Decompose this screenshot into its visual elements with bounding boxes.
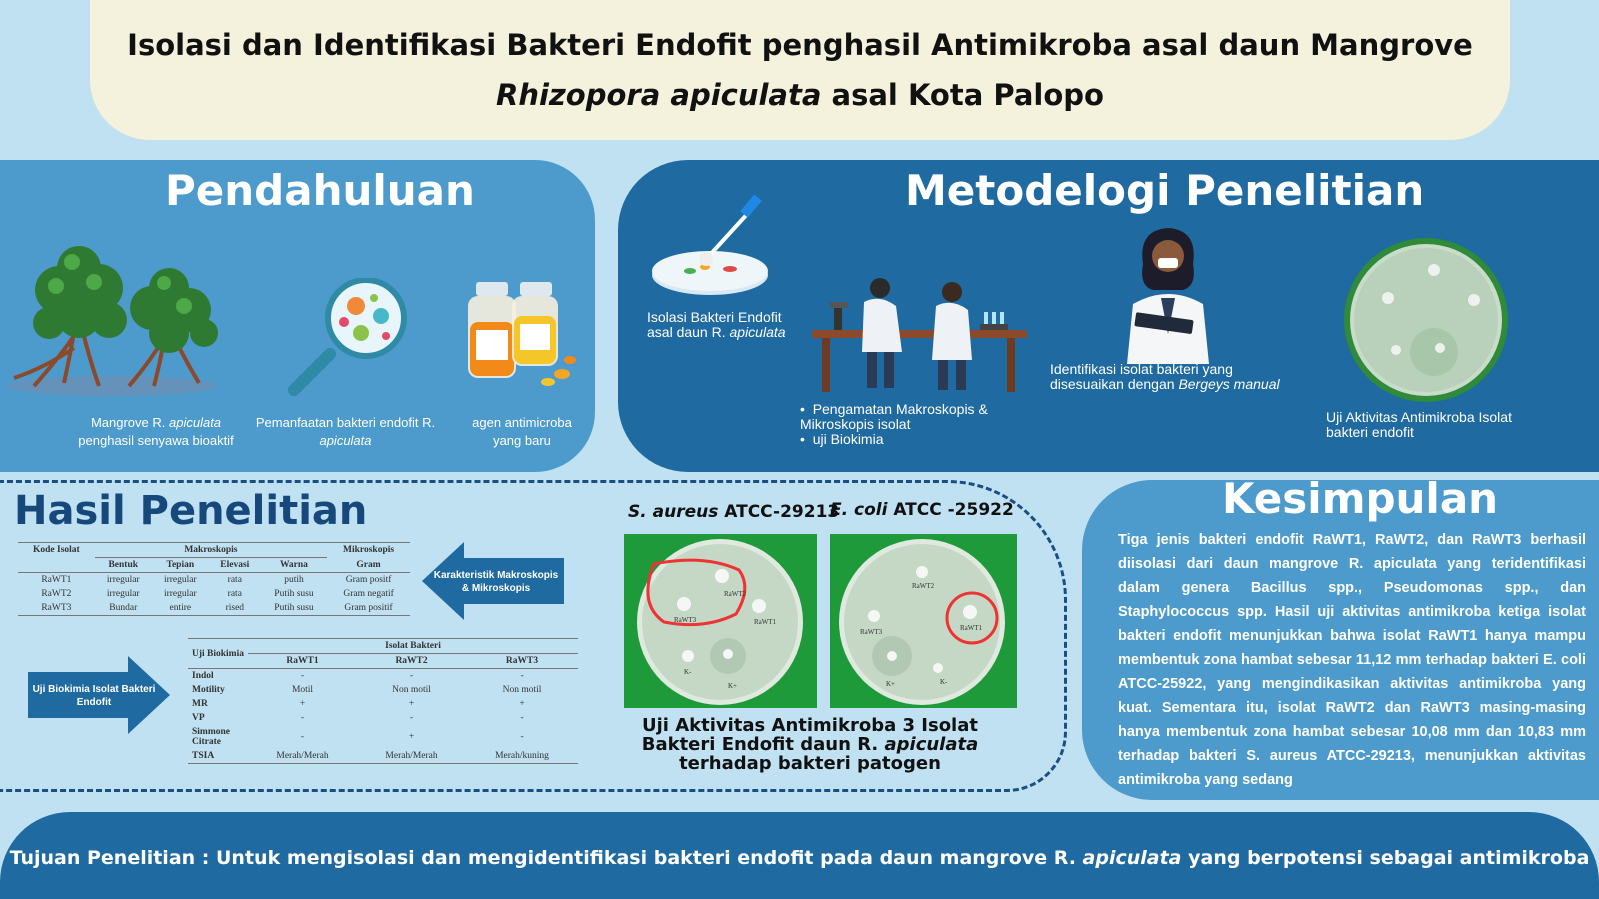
table-cell: - xyxy=(300,713,305,723)
pendahuluan-caption-3: agen antimicroba yang baru xyxy=(472,415,572,448)
table-cell: + xyxy=(408,699,415,709)
bio-sub-header: RaWT3 xyxy=(505,656,539,666)
table-row xyxy=(18,587,410,601)
pendahuluan-caption-2: Pemanfaatan bakteri endofit R. apiculata xyxy=(255,415,436,448)
plate-caption: Uji Aktivitas Antimikroba 3 Isolat Bakteri Endofit daun R. apiculata terhadap bakteri patogen xyxy=(641,715,979,774)
table-cell: VP xyxy=(192,713,205,723)
bio-header-isolat: Isolat Bakteri xyxy=(248,639,578,654)
plate-mark: RaWT3 xyxy=(860,628,883,636)
plate-mark: K- xyxy=(684,668,692,676)
makroskopis-table xyxy=(18,542,410,616)
metodologi-step1-caption: Isolasi Bakteri Endofit asal daun R. apiculata xyxy=(647,309,786,340)
table-row xyxy=(188,683,578,697)
table-cell: Indol xyxy=(192,671,214,681)
table-row xyxy=(188,725,578,749)
table-cell: Merah/kuning xyxy=(495,751,549,761)
table-row xyxy=(188,711,578,725)
table-cell: Bundar xyxy=(109,603,138,613)
table-cell: + xyxy=(519,699,525,709)
magnifier-bacteria-icon xyxy=(286,278,416,403)
plate-e-coli xyxy=(830,534,1017,708)
metodologi-step4-caption: Uji Aktivitas Antimikroba Isolat bakteri endofit xyxy=(1326,409,1512,440)
table-cell: Simmone Citrate xyxy=(192,727,230,747)
poster-title-line1: Isolasi dan Identifikasi Bakteri Endofit penghasil Antimikroba asal daun Mangrove xyxy=(127,28,1473,62)
table-cell: irregular xyxy=(106,589,140,599)
pendahuluan-title: Pendahuluan xyxy=(165,166,475,215)
table-cell: entire xyxy=(169,603,192,613)
plate-mark: K+ xyxy=(728,682,738,690)
plate-mark: RaWT3 xyxy=(674,616,697,624)
makro-header-mikro: Mikroskopis xyxy=(343,545,395,556)
table-cell: - xyxy=(409,713,414,723)
table-cell: Merah/Merah xyxy=(385,751,438,761)
makro-sub-header: Bentuk xyxy=(108,560,139,570)
table-cell: RaWT1 xyxy=(41,575,72,585)
table-cell: - xyxy=(409,671,414,681)
petri-dish-pipette-icon xyxy=(650,195,780,305)
table-cell: + xyxy=(299,699,306,709)
table-cell: rata xyxy=(227,575,242,585)
metodologi-step2-list xyxy=(800,402,1040,447)
metodologi-step2-bullet: • Pengamatan Makroskopis & Mikroskopis isolat xyxy=(800,401,988,432)
table-cell: Non motil xyxy=(502,685,542,695)
lab-scientists-icon xyxy=(812,272,1027,394)
table-cell: RaWT3 xyxy=(41,603,72,613)
table-cell: irregular xyxy=(106,575,140,585)
plate-mark: RaWT2 xyxy=(724,590,747,598)
table-cell: Non motil xyxy=(392,685,431,695)
plate-s-aureus xyxy=(624,534,817,708)
kesimpulan-text: Tiga jenis bakteri endofit RaWT1, RaWT2, dan RaWT3 berhasil diisolasi dari daun mangrove R. apiculata yang teridentifikasi dalam genera Bacillus spp., Pseudomonas spp., dan Staphylococcus spp. Hasil uji aktivitas antimikroba ketiga isolat bakteri endofit menunjukkan bahwa isolat RaWT1 hanya mampu membentuk zona hambat sebesar 11,12 mm terhadap bakteri E. coli ATCC-25922, yang mengindikasikan aktivitas antimikroba yang kuat. Sementara itu, isolat RaWT2 dan RaWT3 masing-masing hanya membentuk zona hambat sebesar 10,08 mm dan 10,83 mm terhadap bakteri S. aureus ATCC-29213, menunjukkan aktivitas antimikroba yang sedang xyxy=(1118,532,1586,788)
antimicrobial-plate-icon xyxy=(1342,236,1510,404)
table-cell: Motil xyxy=(291,685,314,695)
metodologi-title: Metodelogi Penelitian xyxy=(905,166,1425,215)
table-row xyxy=(18,601,410,616)
makro-header-makro: Makroskopis xyxy=(95,543,327,558)
table-cell: Gram positf xyxy=(345,575,392,585)
makro-sub-header: Elevasi xyxy=(220,560,250,570)
table-cell: irregular xyxy=(163,589,197,599)
title-banner xyxy=(90,0,1510,140)
table-cell: + xyxy=(408,732,415,742)
biokimia-arrow-label: Uji Biokimia Isolat Bakteri Endofit xyxy=(32,684,156,708)
table-cell: putih xyxy=(284,575,304,585)
biokimia-table xyxy=(188,638,578,764)
table-cell: - xyxy=(520,713,524,723)
table-row xyxy=(188,749,578,764)
table-row xyxy=(188,669,578,684)
table-cell: Merah/Merah xyxy=(276,751,329,761)
hasil-title: Hasil Penelitian xyxy=(14,488,368,534)
table-cell: Gram positif xyxy=(344,603,393,613)
poster-title-line2: Rhizopora apiculata asal Kota Palopo xyxy=(496,78,1104,112)
plate2-label: E. coli ATCC -25922 xyxy=(830,500,1014,520)
plate-mark: K- xyxy=(940,678,948,686)
medicine-bottles-icon xyxy=(462,282,582,402)
mangrove-tree-icon xyxy=(4,228,240,403)
makro-sub-header: Gram xyxy=(356,559,381,570)
table-cell: MR xyxy=(192,699,208,709)
makro-sub-header: Warna xyxy=(279,560,308,570)
table-cell: Gram negatif xyxy=(343,589,394,599)
kesimpulan-title: Kesimpulan xyxy=(1222,474,1499,523)
table-cell: Motility xyxy=(192,685,225,695)
makro-arrow-label: Karakteristik Makroskopis & Mikroskopis xyxy=(433,570,559,594)
makro-header-kode: Kode Isolat xyxy=(33,545,80,556)
table-cell: - xyxy=(300,671,305,681)
table-cell: - xyxy=(300,732,305,742)
pendahuluan-caption-1: Mangrove R. apiculata penghasil senyawa bioaktif xyxy=(78,415,234,448)
table-cell: Putih susu xyxy=(274,589,314,599)
table-row xyxy=(18,573,410,588)
table-row xyxy=(188,697,578,711)
table-cell: TSIA xyxy=(192,751,215,761)
metodologi-step2-bullet: • uji Biokimia xyxy=(800,431,884,447)
metodologi-step3-caption: Identifikasi isolat bakteri yang disesuaikan dengan Bergeys manual xyxy=(1050,361,1280,392)
table-cell: irregular xyxy=(163,575,197,585)
bio-header-uji: Uji Biokimia xyxy=(192,648,244,659)
table-cell: rata xyxy=(227,589,242,599)
plate-mark: RaWT1 xyxy=(960,624,983,632)
plate-mark: RaWT1 xyxy=(754,618,777,626)
table-cell: Putih susu xyxy=(274,603,314,613)
bio-sub-header: RaWT2 xyxy=(395,656,428,666)
table-cell: - xyxy=(520,671,524,681)
bio-sub-header: RaWT1 xyxy=(286,656,319,666)
plate1-label: S. aureus ATCC-29213 xyxy=(628,502,840,522)
plate-mark: RaWT2 xyxy=(912,582,935,590)
table-cell: RaWT2 xyxy=(41,589,72,599)
table-cell: rised xyxy=(225,603,245,613)
plate-mark: K+ xyxy=(886,680,896,688)
table-cell: - xyxy=(520,732,524,742)
makro-sub-header: Tepian xyxy=(166,560,195,570)
scientist-clipboard-icon xyxy=(1113,224,1223,364)
footer-tujuan: Tujuan Penelitian : Untuk mengisolasi dan mengidentifikasi bakteri endofit pada daun mangrove R. apiculata yang berpotensi sebagai antimikroba xyxy=(9,847,1590,869)
